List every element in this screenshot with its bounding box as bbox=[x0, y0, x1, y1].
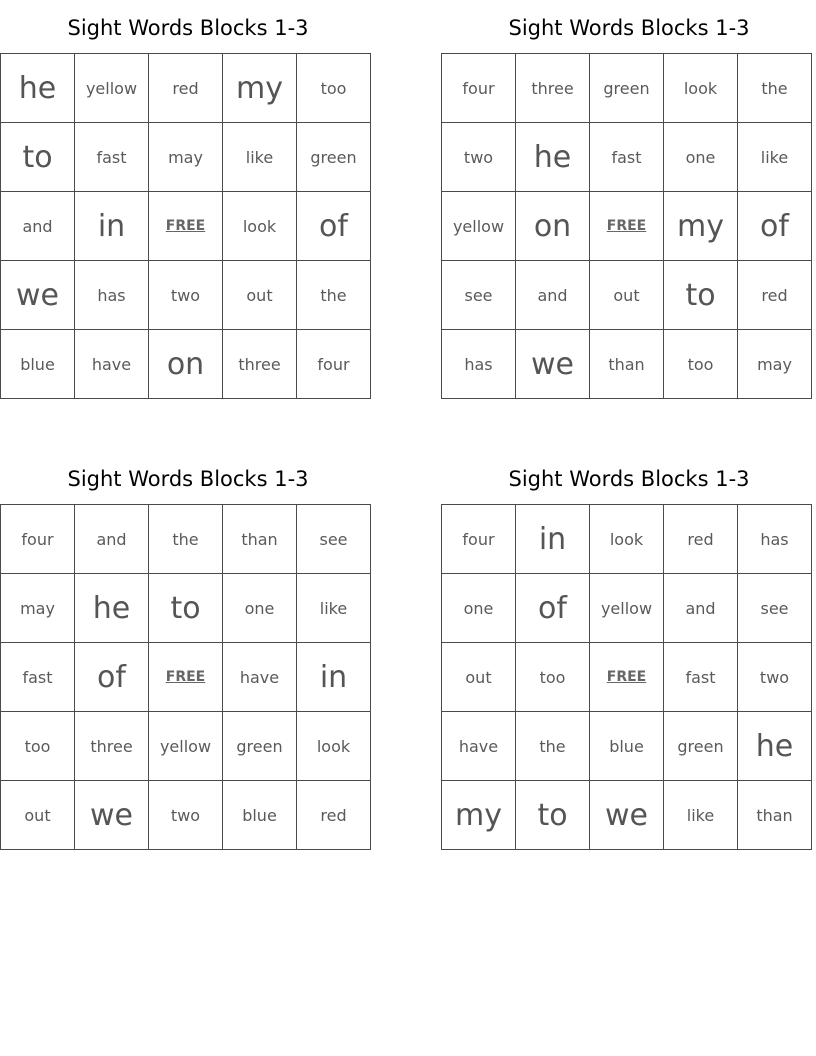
bingo-card-2 bbox=[441, 12, 816, 399]
grid-cell: like bbox=[297, 574, 371, 643]
grid-row bbox=[442, 643, 812, 712]
grid-cell: and bbox=[664, 574, 738, 643]
grid-cell: the bbox=[738, 54, 812, 123]
grid-row bbox=[442, 54, 812, 123]
grid-cell: out bbox=[442, 643, 516, 712]
grid-cell: green bbox=[664, 712, 738, 781]
grid-cell: have bbox=[442, 712, 516, 781]
grid-cell: look bbox=[590, 505, 664, 574]
grid-cell: one bbox=[223, 574, 297, 643]
bingo-card-4 bbox=[441, 463, 816, 850]
card-title: Sight Words Blocks 1-3 bbox=[508, 467, 750, 491]
grid-cell: red bbox=[149, 54, 223, 123]
grid-cell: out bbox=[223, 261, 297, 330]
grid-cell: in bbox=[516, 505, 590, 574]
grid-cell: fast bbox=[590, 123, 664, 192]
grid-cell: has bbox=[442, 330, 516, 399]
grid-cell: than bbox=[223, 505, 297, 574]
grid-cell: see bbox=[442, 261, 516, 330]
grid-cell: too bbox=[664, 330, 738, 399]
grid-cell: than bbox=[738, 781, 812, 850]
free-space-cell: FREE bbox=[590, 643, 664, 712]
grid-cell: we bbox=[590, 781, 664, 850]
grid-row bbox=[1, 643, 371, 712]
grid-cell: four bbox=[442, 505, 516, 574]
grid-row bbox=[1, 781, 371, 850]
grid-cell: like bbox=[664, 781, 738, 850]
grid-cell: see bbox=[297, 505, 371, 574]
grid-cell: two bbox=[738, 643, 812, 712]
grid-cell: may bbox=[149, 123, 223, 192]
grid-cell: green bbox=[223, 712, 297, 781]
grid-cell: have bbox=[75, 330, 149, 399]
grid-cell: he bbox=[1, 54, 75, 123]
bingo-card-3 bbox=[0, 463, 376, 850]
grid-row bbox=[1, 712, 371, 781]
grid-cell: one bbox=[664, 123, 738, 192]
grid-cell: he bbox=[738, 712, 812, 781]
grid-row bbox=[1, 192, 371, 261]
grid-cell: four bbox=[297, 330, 371, 399]
grid-cell: yellow bbox=[590, 574, 664, 643]
grid-cell: too bbox=[297, 54, 371, 123]
card-title: Sight Words Blocks 1-3 bbox=[67, 467, 309, 491]
grid-row bbox=[442, 192, 812, 261]
grid-cell: has bbox=[75, 261, 149, 330]
grid-cell: one bbox=[442, 574, 516, 643]
grid-cell: three bbox=[75, 712, 149, 781]
grid-cell: four bbox=[1, 505, 75, 574]
grid-row bbox=[1, 123, 371, 192]
grid-cell: blue bbox=[223, 781, 297, 850]
grid-row bbox=[1, 505, 371, 574]
grid-cell: may bbox=[1, 574, 75, 643]
grid-cell: fast bbox=[75, 123, 149, 192]
grid-row bbox=[442, 261, 812, 330]
free-space-cell: FREE bbox=[149, 643, 223, 712]
grid-cell: blue bbox=[590, 712, 664, 781]
grid-cell: of bbox=[738, 192, 812, 261]
grid-row bbox=[442, 781, 812, 850]
grid-cell: has bbox=[738, 505, 812, 574]
grid-cell: and bbox=[75, 505, 149, 574]
card-title: Sight Words Blocks 1-3 bbox=[508, 16, 750, 40]
grid-cell: too bbox=[1, 712, 75, 781]
grid-cell: fast bbox=[1, 643, 75, 712]
bingo-card-1 bbox=[0, 12, 376, 399]
grid-row bbox=[442, 505, 812, 574]
grid-cell: two bbox=[149, 781, 223, 850]
grid-cell: green bbox=[590, 54, 664, 123]
grid-cell: two bbox=[442, 123, 516, 192]
grid-cell: than bbox=[590, 330, 664, 399]
grid-cell: the bbox=[297, 261, 371, 330]
grid-cell: we bbox=[516, 330, 590, 399]
grid-cell: yellow bbox=[75, 54, 149, 123]
card-title: Sight Words Blocks 1-3 bbox=[67, 16, 309, 40]
grid-cell: like bbox=[738, 123, 812, 192]
grid-cell: to bbox=[516, 781, 590, 850]
grid-cell: to bbox=[664, 261, 738, 330]
grid-cell: the bbox=[149, 505, 223, 574]
grid-cell: may bbox=[738, 330, 812, 399]
grid-row bbox=[442, 574, 812, 643]
grid-cell: my bbox=[664, 192, 738, 261]
grid-cell: on bbox=[149, 330, 223, 399]
grid-cell: he bbox=[516, 123, 590, 192]
grid-cell: two bbox=[149, 261, 223, 330]
grid-cell: look bbox=[223, 192, 297, 261]
free-space-cell: FREE bbox=[590, 192, 664, 261]
grid-row bbox=[1, 54, 371, 123]
grid-row bbox=[442, 712, 812, 781]
grid-cell: fast bbox=[664, 643, 738, 712]
word-grid bbox=[0, 504, 371, 850]
grid-cell: look bbox=[297, 712, 371, 781]
grid-cell: out bbox=[1, 781, 75, 850]
grid-cell: red bbox=[297, 781, 371, 850]
word-grid bbox=[441, 53, 812, 399]
grid-cell: he bbox=[75, 574, 149, 643]
grid-cell: and bbox=[516, 261, 590, 330]
grid-row bbox=[1, 261, 371, 330]
grid-cell: my bbox=[223, 54, 297, 123]
grid-cell: to bbox=[149, 574, 223, 643]
grid-cell: we bbox=[75, 781, 149, 850]
grid-cell: too bbox=[516, 643, 590, 712]
grid-cell: look bbox=[664, 54, 738, 123]
grid-cell: see bbox=[738, 574, 812, 643]
word-grid bbox=[0, 53, 371, 399]
grid-cell: have bbox=[223, 643, 297, 712]
grid-cell: green bbox=[297, 123, 371, 192]
grid-cell: the bbox=[516, 712, 590, 781]
grid-cell: yellow bbox=[149, 712, 223, 781]
grid-row bbox=[1, 330, 371, 399]
grid-cell: red bbox=[738, 261, 812, 330]
grid-cell: my bbox=[442, 781, 516, 850]
grid-row bbox=[442, 123, 812, 192]
grid-cell: out bbox=[590, 261, 664, 330]
grid-cell: yellow bbox=[442, 192, 516, 261]
grid-cell: four bbox=[442, 54, 516, 123]
grid-cell: like bbox=[223, 123, 297, 192]
grid-cell: in bbox=[297, 643, 371, 712]
grid-row bbox=[442, 330, 812, 399]
grid-cell: and bbox=[1, 192, 75, 261]
grid-cell: to bbox=[1, 123, 75, 192]
grid-cell: we bbox=[1, 261, 75, 330]
grid-row bbox=[1, 574, 371, 643]
grid-cell: of bbox=[297, 192, 371, 261]
grid-cell: red bbox=[664, 505, 738, 574]
word-grid bbox=[441, 504, 812, 850]
free-space-cell: FREE bbox=[149, 192, 223, 261]
grid-cell: blue bbox=[1, 330, 75, 399]
grid-cell: of bbox=[516, 574, 590, 643]
grid-cell: of bbox=[75, 643, 149, 712]
grid-cell: on bbox=[516, 192, 590, 261]
grid-cell: in bbox=[75, 192, 149, 261]
grid-cell: three bbox=[223, 330, 297, 399]
grid-cell: three bbox=[516, 54, 590, 123]
